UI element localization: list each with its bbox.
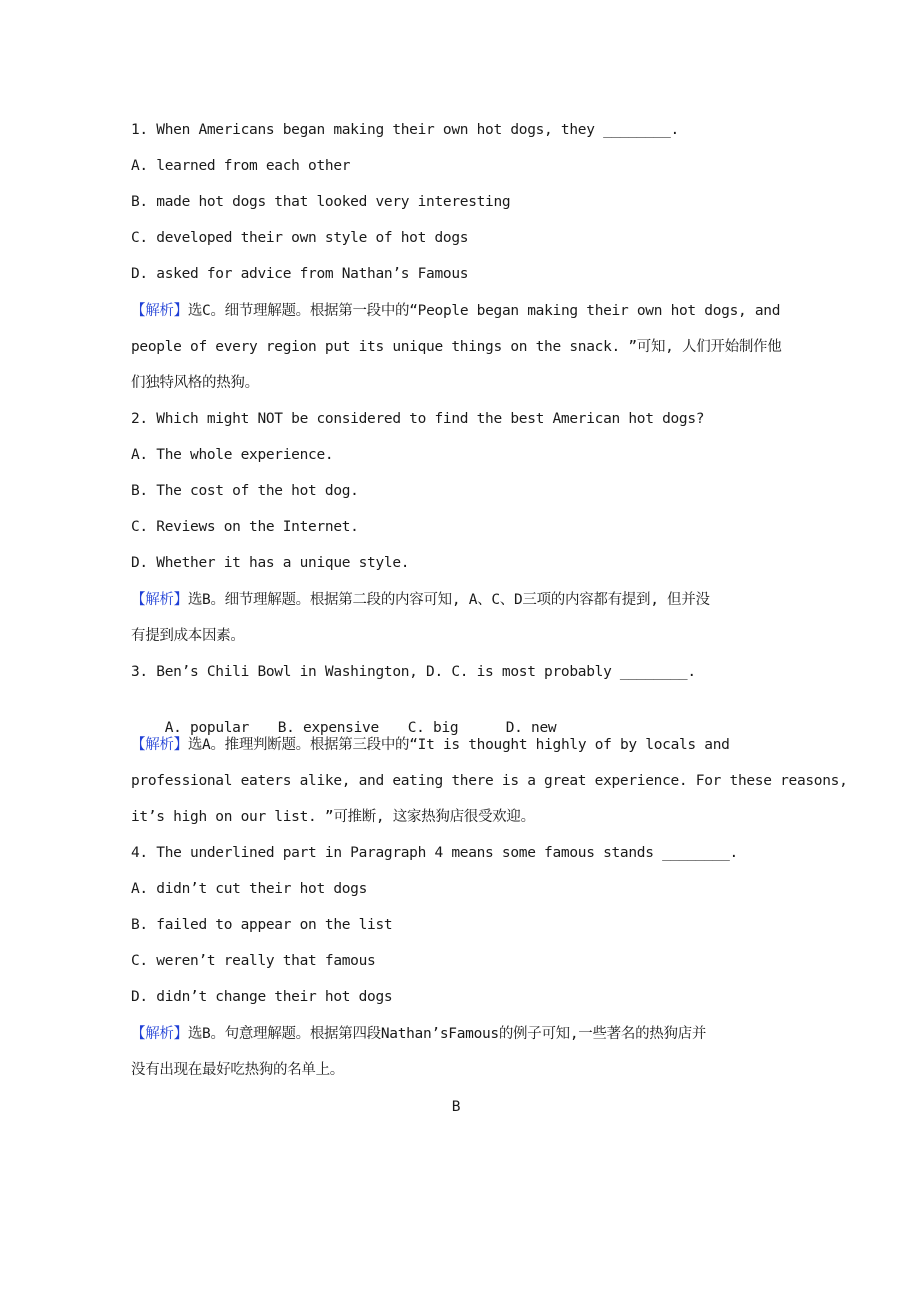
question-4-analysis-line-2: 没有出现在最好吃热狗的名单上。 (131, 1062, 344, 1078)
question-3-stem: 3. Ben’s Chili Bowl in Washington, D. C. is most probably ________. (131, 664, 696, 680)
question-4-option-c: C. weren’t really that famous (131, 953, 376, 969)
question-3-option-c: C. big (407, 720, 459, 736)
question-4-option-d: D. didn’t change their hot dogs (131, 989, 393, 1005)
question-1-option-c: C. developed their own style of hot dogs (131, 230, 469, 246)
question-4-analysis-line-1: 【解析】选B。句意理解题。根据第四段Nathan’sFamous的例子可知,一些著名的热狗店并 (131, 1026, 707, 1042)
question-3-option-d: D. new (505, 720, 557, 736)
question-2-option-a: A. The whole experience. (131, 447, 334, 463)
question-2-stem: 2. Which might NOT be considered to find the best American hot dogs? (131, 411, 705, 427)
question-1-option-a: A. learned from each other (131, 158, 351, 174)
section-label: B (451, 1099, 461, 1115)
question-3-analysis-line-3: it’s high on our list. ”可推断, 这家热狗店很受欢迎。 (131, 809, 535, 825)
question-1-stem: 1. When Americans began making their own hot dogs, they ________. (131, 122, 679, 138)
question-1-analysis-line-3: 们独特风格的热狗。 (131, 375, 259, 391)
question-2-analysis-line-2: 有提到成本因素。 (131, 628, 245, 644)
question-2-option-d: D. Whether it has a unique style. (131, 555, 410, 571)
question-2-option-b: B. The cost of the hot dog. (131, 483, 359, 499)
question-3-option-a: A. popular (164, 720, 250, 736)
question-4-option-b: B. failed to appear on the list (131, 917, 393, 933)
analysis-tag: 【解析】 (131, 592, 188, 608)
question-4-option-a: A. didn’t cut their hot dogs (131, 881, 368, 897)
analysis-tag: 【解析】 (131, 1026, 188, 1042)
question-1-analysis-line-2: people of every region put its unique things on the snack. ”可知, 人们开始制作他 (131, 339, 782, 355)
analysis-tag: 【解析】 (131, 303, 188, 319)
question-3-analysis-line-1: 【解析】选A。推理判断题。根据第三段中的“It is thought highly of by locals and (131, 737, 730, 753)
question-1-option-b: B. made hot dogs that looked very interesting (131, 194, 511, 210)
question-3-option-b: B. expensive (277, 720, 379, 736)
question-3-analysis-line-2: professional eaters alike, and eating there is a great experience. For these reasons, (131, 773, 848, 789)
question-3-options-row (131, 698, 557, 736)
question-2-analysis-line-1: 【解析】选B。细节理解题。根据第二段的内容可知, A、C、D三项的内容都有提到, 但并没 (131, 592, 710, 608)
question-4-stem: 4. The underlined part in Paragraph 4 means some famous stands ________. (131, 845, 738, 861)
question-2-option-c: C. Reviews on the Internet. (131, 519, 359, 535)
question-1-option-d: D. asked for advice from Nathan’s Famous (131, 266, 469, 282)
question-1-analysis-line-1: 【解析】选C。细节理解题。根据第一段中的“People began making their own hot dogs, and (131, 303, 781, 319)
analysis-tag: 【解析】 (131, 737, 188, 753)
